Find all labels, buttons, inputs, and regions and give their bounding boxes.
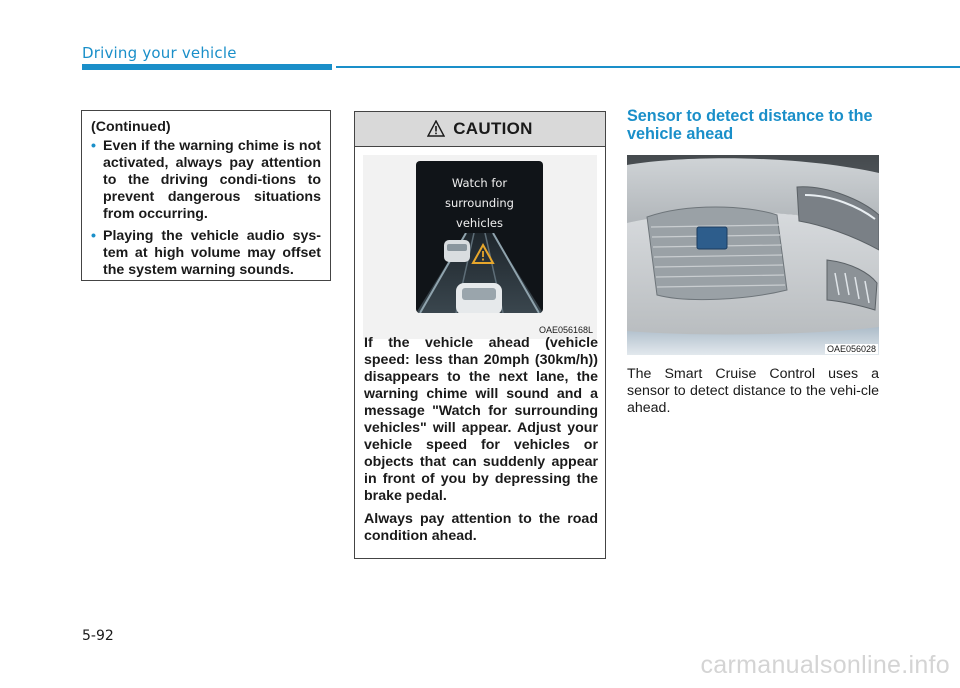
- header-bar: [82, 64, 332, 70]
- note-bullet: [91, 138, 321, 223]
- cluster-message: [416, 173, 543, 233]
- caution-box: [354, 111, 606, 559]
- note-bullet: [91, 228, 321, 279]
- warning-triangle-icon: [427, 120, 445, 138]
- car-front-illustration: [627, 155, 879, 355]
- cluster-message-line: vehicles: [456, 216, 503, 230]
- continued-label: (Continued): [91, 119, 171, 135]
- cluster-message-line: surrounding: [445, 196, 514, 210]
- continued-note-box: [81, 110, 331, 281]
- watermark: carmanualsonline.info: [700, 651, 950, 679]
- caution-paragraph: Always pay attention to the road condition ahead.: [364, 511, 598, 544]
- cluster-display: [416, 161, 543, 313]
- page-number: 5-92: [82, 628, 114, 644]
- bullet-icon: •: [91, 138, 96, 154]
- section-title: Driving your vehicle: [82, 44, 237, 62]
- sensor-photo: [627, 155, 879, 355]
- caution-label: CAUTION: [453, 119, 533, 138]
- section-heading: Sensor to detect distance to the vehicle ahead: [627, 107, 873, 143]
- header-rule: [336, 66, 960, 68]
- image-code: OAE056028: [826, 344, 876, 354]
- cluster-message-line: Watch for: [451, 176, 508, 190]
- road-graphic: [416, 233, 543, 313]
- image-code: OAE056168L: [538, 325, 593, 335]
- cluster-illustration: [363, 155, 597, 339]
- caution-paragraph: If the vehicle ahead (vehicle speed: less than 20mph (30km/h)) disappears to the next lane, the warning chime will sound and a message "Watch for surrounding vehicles" will appear. Adjust your vehicle speed for vehicles or objects that can suddenly appear in front of you by depressing the brake pedal.: [364, 335, 598, 504]
- bullet-icon: •: [91, 228, 96, 244]
- caution-header: [355, 112, 605, 147]
- section-body-text: The Smart Cruise Control uses a sensor to detect distance to the vehi-cle ahead.: [627, 366, 879, 416]
- caution-text: [364, 335, 598, 551]
- note-bullet-text: Even if the warning chime is not activated, always pay attention to the driving condi-tions to prevent dangerous situations from occurring.: [103, 138, 321, 222]
- note-bullet-text: Playing the vehicle audio sys-tem at high volume may offset the system warning sounds.: [103, 228, 321, 278]
